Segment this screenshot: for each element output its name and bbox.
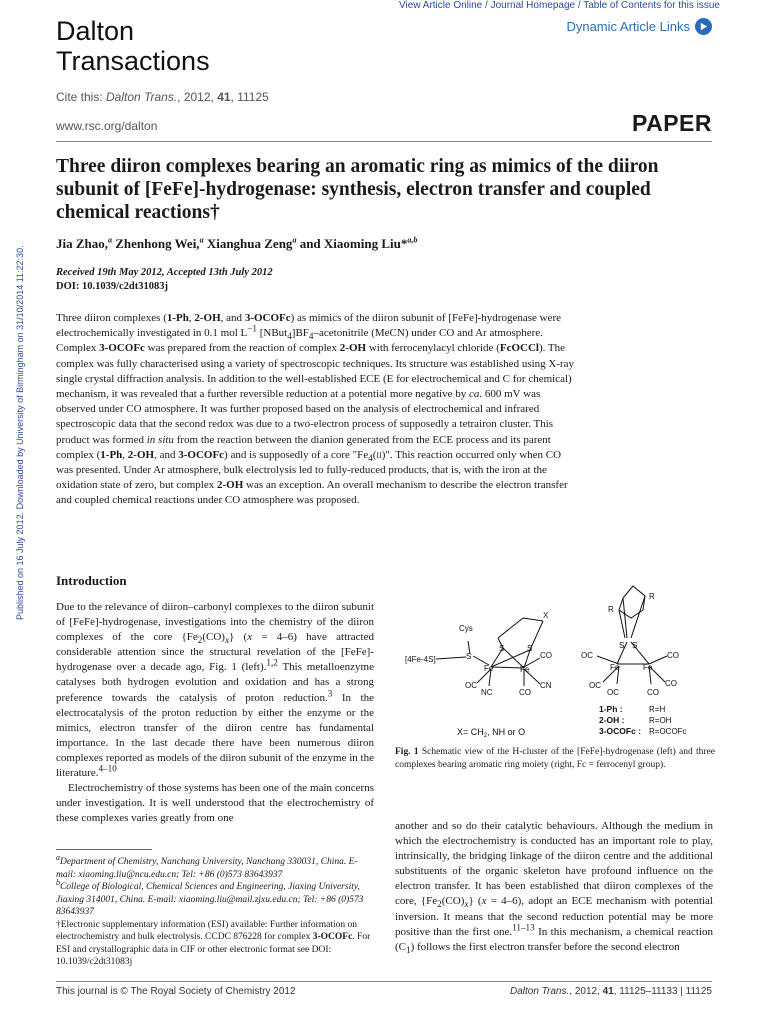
cite-volume: 41 bbox=[217, 90, 231, 104]
fig-label-s: S bbox=[499, 644, 505, 653]
article-doi[interactable]: DOI: 10.1039/c2dt31083j bbox=[56, 281, 168, 292]
footer-copyright: This journal is © The Royal Society of Chemistry 2012 bbox=[56, 986, 296, 997]
fig-label-fe: Fe bbox=[643, 663, 653, 672]
fig-label-co: CO bbox=[667, 651, 679, 660]
footer-citation: Dalton Trans., 2012, 41, 11125–11133 | 11125 bbox=[509, 986, 712, 997]
fig-label-r: R bbox=[608, 605, 614, 614]
fig-label-fe: Fe bbox=[520, 665, 530, 674]
compound-substituent: R=H bbox=[649, 705, 666, 714]
dynamic-article-links-label: Dynamic Article Links bbox=[566, 19, 690, 34]
footer-divider bbox=[56, 981, 712, 982]
fig-label-fe: Fe bbox=[484, 664, 494, 673]
paper-label: PAPER bbox=[631, 110, 712, 136]
journal-name-line2: Transactions bbox=[56, 46, 210, 76]
fig-label-s: S bbox=[619, 641, 625, 650]
fig-label-cys: Cys bbox=[459, 624, 473, 633]
journal-website-link[interactable]: www.rsc.org/dalton bbox=[56, 119, 158, 133]
journal-homepage-link[interactable]: Journal Homepage bbox=[490, 0, 576, 11]
abstract-text: Three diiron complexes (1-Ph, 2-OH, and 3-OCOFc) as mimics of the diiron subunit of [FeFe]-hydrogenase were electrochemically investigated in 0.1 mol $L^{-1}$ $[NBut_4]BF_4$–acetonitrile (MeCN) under CO and Ar atmosphere. Complex 3-OCOFc was prepared from the reaction of complex 2-OH with ferrocenylacyl chloride (FcOCCl). The complex was fully characterised using a variety of spectroscopic techniques. Its structure was established using X-ray single crystal diffraction analysis. In addition to the well-established ECE (E for electrochemical and C for chemical) mechanism, it was revealed that a further reversible reduction at a potential more negative by ca. 600 mV was observed under CO atmosphere. It was further proposed based on the analysis of electrochemical and infrared spectroscopic data that the second redox was due to a two-electron process of supposedly a tetrairon cluster. This product was formed in situ from the reaction between the dianion generated from the ECE process and its parent complex (1-Ph, 2-OH, and 3-OCOFc) and is supposedly of a core "$Fe_4(ii)$". This reaction occurred only when CO was presented. Under Ar atmosphere, bulk electrolysis led to fully-reduced products, that is, with the iron at the oxidation state of zero, but complex 2-OH was an exception. An overall mechanism to describe the electron transfer and coupled chemical reactions under CO atmosphere was proposed. bbox=[56, 312, 575, 507]
author-affiliation: a bbox=[108, 235, 113, 245]
citation-line bbox=[56, 90, 269, 104]
paragraph: Electrochemistry of those systems has been one of the main concerns under investigation. It is well understood that the electrochemistry of these complexes varies greatly from one bbox=[56, 782, 374, 825]
figure-caption-label: Fig. 1 bbox=[395, 747, 419, 757]
compound-substituent: R=OH bbox=[649, 716, 672, 725]
cite-pages: , 11125 bbox=[230, 90, 269, 104]
received-dates: Received 19th May 2012, Accepted 13th July 2012 bbox=[56, 267, 273, 278]
author-list bbox=[56, 236, 417, 252]
cite-year: , 2012, bbox=[177, 90, 218, 104]
figure-1 bbox=[393, 578, 713, 744]
fig-label-x: X bbox=[543, 611, 549, 620]
cite-prefix: Cite this: bbox=[56, 90, 107, 104]
abstract bbox=[56, 311, 576, 509]
author: and Xiaoming Liu* bbox=[296, 236, 408, 251]
compound-label: 2-OH : bbox=[599, 715, 625, 725]
paragraph: Due to the relevance of diiron–carbonyl complexes to the diiron subunit of [FeFe]-hydrogenase, investigations into the chemistry of the diiron complexes of the core $\{Fe_2(CO)_x\} (x = 4-6)$ have attracted considerable attention since the structural revelation of the [FeFe]-hydrogenase over a decade ago, Fig. 1 (left).$^{1,2}$ This metalloenzyme catalyses both hydrogen evolution and oxidation and has a strong preference towards the catalysis of proton reduction.$^3$ In the electrocatalysis of the proton reduction by either the enzyme or the mimics, electron transfer of the diiron centre has fundamental importance. In the last decade there have been numerous diiron complexes reported as models of the diiron subunit of the enzyme in the literature.$^{4-10}$ bbox=[56, 601, 374, 780]
author: Jia Zhao, bbox=[56, 236, 109, 251]
fig-label-co: CO bbox=[519, 688, 531, 697]
footnote-affiliation-b: $^b$College of Biological, Chemical Sciences and Engineering, Jiaxing University, Jiaxing 314001, China. E-mail: xiaoming.liu@mail.zjxu.edu.cn; Tel: +86 (0)573 83643937 bbox=[56, 877, 364, 917]
compound-substituent: R=OCOFc bbox=[649, 727, 687, 736]
right-column-text bbox=[395, 819, 713, 955]
top-links bbox=[399, 0, 720, 11]
fig-label-co: CO bbox=[665, 679, 677, 688]
dynamic-article-links[interactable] bbox=[566, 18, 712, 35]
fig-left-caption: $X= CH_2$, NH or O bbox=[457, 727, 526, 739]
view-article-online-link[interactable]: View Article Online bbox=[399, 0, 483, 11]
fig-label-r: R bbox=[649, 592, 655, 601]
table-of-contents-link[interactable]: Table of Contents for this issue bbox=[583, 0, 720, 11]
introduction-text bbox=[56, 600, 374, 826]
journal-name bbox=[56, 16, 210, 76]
fig-label-co: CO bbox=[647, 688, 659, 697]
author: Zhenhong Wei, bbox=[112, 236, 200, 251]
cite-journal: Dalton Trans. bbox=[106, 90, 178, 104]
author: Xianghua Zeng bbox=[203, 236, 293, 251]
top-links-separator: / bbox=[482, 0, 491, 11]
section-heading-introduction: Introduction bbox=[56, 573, 127, 588]
figure-caption-text: Schematic view of the H-cluster of the [FeFe]-hydrogenase (left) and three complexes bearing aromatic ring moiety (right, Fc = ferrocenyl group). bbox=[395, 747, 715, 770]
fig-label-s: S bbox=[632, 641, 638, 650]
download-stamp-text: Published on 16 July 2012. Downloaded by University of Birmingham on 31/10/2014 11:22:30. bbox=[15, 245, 25, 620]
author-affiliation: a,b bbox=[407, 235, 418, 245]
play-circle-icon[interactable] bbox=[695, 18, 712, 35]
fig-label-fe: Fe bbox=[610, 663, 620, 672]
download-stamp bbox=[3, 200, 25, 620]
figure-caption bbox=[395, 746, 715, 772]
compound-label: 1-Ph : bbox=[599, 704, 623, 714]
compound-label: 3-OCOFc : bbox=[599, 726, 642, 736]
fig-label-s: S bbox=[527, 644, 533, 653]
footnote-divider bbox=[56, 849, 152, 850]
fig-label-oc: OC bbox=[607, 688, 619, 697]
fig-label-oc: OC bbox=[465, 681, 477, 690]
paragraph: another and so do their catalytic behaviours. Although the medium in which the electrochemistry is conducted has an important role to play, intrinsically, the bridging linkage of the diiron centre and the additional substituents of the organic skeleton have profound influence on the electron transfer. It has been established that diiron complexes of the core, $\{Fe_2(CO)_x\} (x = 4-6)$, adopt an ECE mechanism with potential inversion. It means that the second reduction potential may be more positive than the first one.$^{11-13}$ In this mechanism, a chemical reaction $(C_1)$ follows the first electron transfer before the second electron bbox=[395, 820, 714, 955]
author-affiliation: a bbox=[292, 235, 297, 245]
fig-label-cn: CN bbox=[540, 681, 552, 690]
fig-label-oc: OC bbox=[581, 651, 593, 660]
fig-label-co: CO bbox=[540, 651, 552, 660]
fig-label-nc: NC bbox=[481, 688, 493, 697]
header-divider bbox=[56, 141, 712, 142]
footnote-esi: †Electronic supplementary information (ESI) available: Further information on electrochemistry and bulk electrolysis. CCDC 876228 for complex 3-OCOFc. For ESI and crystallographic data in CIF or other electronic format see DOI: 10.1039/c2dt31083j bbox=[56, 919, 371, 967]
footnotes bbox=[56, 852, 374, 969]
journal-name-line1: Dalton bbox=[56, 16, 135, 46]
top-links-separator: / bbox=[575, 0, 584, 11]
footnote-affiliation-a: $^a$Department of Chemistry, Nanchang University, Nanchang 330031, China. E-mail: xiaoming.liu@ncu.edu.cn; Tel: +86 (0)573 83643937 bbox=[56, 852, 358, 880]
author-affiliation: a bbox=[199, 235, 204, 245]
fig-label-4fe4s: [4Fe-4S] bbox=[405, 655, 436, 664]
fig-label-s: S bbox=[466, 652, 472, 661]
aromatic-complex-structure bbox=[597, 586, 667, 684]
fig-label-oc: OC bbox=[589, 681, 601, 690]
article-title: Three diiron complexes bearing an aromatic ring as mimics of the diiron subunit of [FeFe]-hydrogenase: synthesis, electron transfer and coupled chemical reactions† bbox=[56, 156, 659, 223]
